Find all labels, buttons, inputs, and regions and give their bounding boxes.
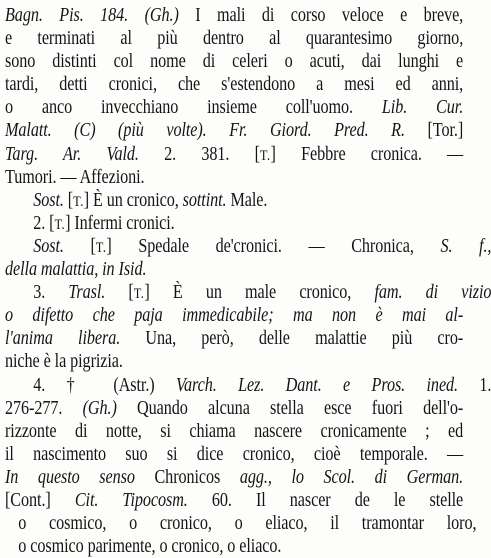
text-line	[5, 212, 491, 235]
text-line	[5, 96, 463, 119]
text-line	[5, 489, 463, 512]
text-span: sono distinti col nome di celeri o acuti, dai lunghi e	[5, 51, 464, 73]
text-span: 2. [	[33, 212, 55, 234]
text-span: 1.	[458, 374, 491, 396]
text-span: o cosmico parimente, o cronico, o eliaco.	[18, 536, 282, 558]
text-span: niche è la pigrizia.	[5, 351, 123, 373]
text-line	[5, 420, 463, 443]
text-line	[5, 258, 463, 281]
text-line	[5, 189, 491, 212]
text-span: ] È un male cronico,	[144, 282, 375, 304]
text-span: I mali di corso veloce e breve,	[178, 5, 464, 26]
italic-text: agg., lo Scol. di German.	[239, 466, 464, 488]
italic-text: fam. di vizio	[374, 282, 491, 304]
text-line	[5, 27, 463, 50]
text-span: Male.	[226, 189, 268, 211]
italic-text: Sost.	[33, 189, 64, 211]
italic-text: Lib. Cur.	[381, 97, 464, 119]
italic-text: Sost.	[33, 235, 64, 257]
italic-text: Malatt. (C) (più volte). Fr. Giord. Pred. R.	[5, 120, 405, 142]
italic-text: Bagn. Pis. 184. (Gh.)	[5, 5, 179, 26]
text-span: ] Febbre cronica. —	[270, 143, 464, 165]
text-span: [	[105, 282, 134, 304]
italic-text: o difetto che paja immedicabile; ma non è mai al-	[5, 305, 464, 327]
text-line	[5, 4, 463, 27]
text-line	[5, 512, 476, 535]
text-line	[5, 304, 463, 327]
text-line	[5, 466, 463, 489]
text-line	[5, 119, 463, 142]
italic-text: (Gh.)	[82, 397, 117, 419]
text-span: 2. 381. [	[138, 143, 260, 165]
text-span: [Cont.]	[5, 489, 75, 511]
small-caps-text: T.	[73, 193, 84, 210]
text-line	[5, 166, 463, 189]
italic-text: Cit. Tipocosm.	[74, 489, 188, 511]
italic-text: della malattia, in Isid.	[5, 259, 147, 281]
italic-text: l'anima libera.	[5, 328, 121, 350]
italic-text: sottint.	[182, 189, 227, 211]
text-span: e terminati al più dentro al quarantesimo giorno,	[5, 28, 464, 50]
text-span: 276-277.	[5, 397, 83, 419]
small-caps-text: T.	[54, 216, 66, 233]
text-span: 60. Il nascer de le stelle	[187, 489, 464, 511]
text-span: [Tor.]	[404, 120, 464, 142]
text-span: Chronicos	[134, 466, 240, 488]
small-caps-text: T.	[133, 286, 145, 303]
text-line	[5, 350, 463, 373]
text-span: ] È un cronico,	[83, 189, 183, 211]
italic-text: Targ. Ar. Vald.	[5, 143, 139, 165]
small-caps-text: T.	[95, 239, 107, 256]
text-line	[5, 397, 463, 420]
text-line	[5, 143, 463, 166]
text-span: Una, però, delle malattie più cro-	[120, 328, 464, 350]
text-span: [	[63, 235, 96, 257]
text-span: Tumori. — Affezioni.	[5, 166, 145, 188]
text-span: il nascimento suo si dice cronico, cioè temporale. —	[5, 443, 464, 465]
text-span: o anco invecchiano insieme coll'uomo.	[5, 97, 382, 119]
text-span: o cosmico, o cronico, o eliaco, il tramontar loro,	[18, 513, 477, 535]
italic-text: Varch. Lez. Dant. e Pros. ined.	[175, 374, 459, 396]
text-line	[5, 374, 491, 397]
italic-text: In questo senso	[5, 466, 135, 488]
text-line	[5, 443, 463, 466]
text-span: ] Infermi cronici.	[65, 212, 175, 234]
text-line	[5, 281, 491, 304]
text-line	[5, 327, 463, 350]
small-caps-text: T.	[259, 147, 271, 164]
text-line	[5, 50, 463, 73]
text-line	[5, 235, 491, 258]
italic-text: Trasl.	[68, 282, 106, 304]
text-span: ] Spedale de'cronici. — Chronica,	[106, 235, 441, 257]
text-span: [	[63, 189, 74, 211]
text-span: 3.	[33, 282, 69, 304]
text-line	[5, 73, 463, 96]
text-span: Quando alcuna stella esce fuori dell'o-	[116, 397, 464, 419]
text-span: tardi, detti cronici, che s'estendono a mesi ed anni,	[5, 74, 464, 96]
text-span: rizzonte di notte, si chiama nascere cronicamente ; ed	[5, 420, 464, 442]
text-span: 4. † (Astr.)	[33, 374, 176, 396]
italic-text: S. f.,	[440, 235, 491, 257]
text-line	[5, 535, 476, 558]
